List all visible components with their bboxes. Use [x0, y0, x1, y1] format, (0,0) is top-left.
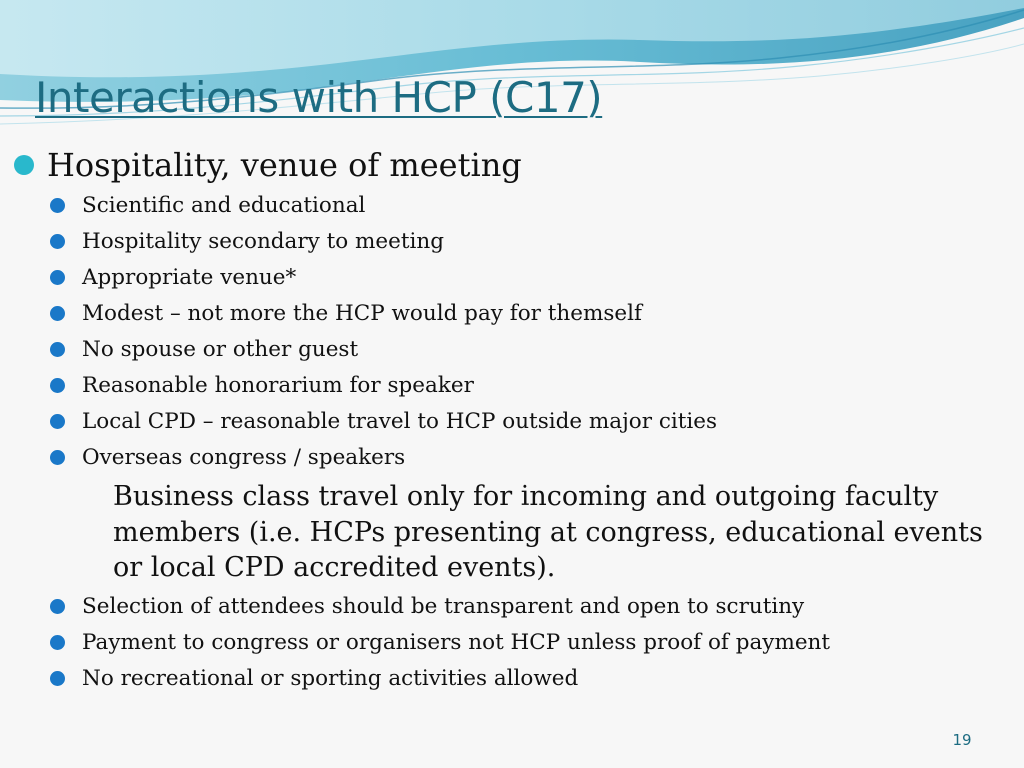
disc-bullet-icon — [14, 155, 34, 175]
disc-bullet-icon — [50, 671, 65, 686]
sub-bullet-item — [0, 589, 1024, 625]
sub-bullet-text: Modest – not more the HCP would pay for themself — [82, 301, 642, 326]
sub-bullet-item — [0, 296, 1024, 332]
slide-title: Interactions with HCP (C17) — [35, 73, 603, 122]
disc-bullet-icon — [50, 198, 65, 213]
sub-bullet-item — [0, 625, 1024, 661]
sub-bullet-text: Selection of attendees should be transparent and open to scrutiny — [82, 593, 805, 619]
slide-content — [0, 143, 1024, 697]
main-bullet-text: Hospitality, venue of meeting — [47, 146, 522, 184]
sub-bullet-text: No recreational or sporting activities allowed — [82, 665, 579, 691]
disc-bullet-icon — [50, 234, 65, 249]
sub-bullet-text: Hospitality secondary to meeting — [82, 229, 445, 254]
sub-bullet-item — [0, 260, 1024, 296]
disc-bullet-icon — [50, 635, 65, 650]
sub-bullet-list — [0, 188, 1024, 697]
disc-bullet-icon — [50, 270, 65, 285]
sub-bullet-text: Scientific and educational — [82, 193, 366, 218]
sub-bullet-item — [0, 224, 1024, 260]
sub-bullet-item — [0, 661, 1024, 697]
disc-bullet-icon — [50, 378, 65, 393]
main-bullet-item — [0, 143, 1024, 187]
sub-bullet-item — [0, 332, 1024, 368]
sub-bullet-text: Appropriate venue* — [82, 265, 297, 290]
page-number: 19 — [952, 731, 972, 749]
sub-bullet-item — [0, 368, 1024, 404]
business-class-note: Business class travel only for incoming and outgoing faculty members (i.e. HCPs presenting at congress, educational events or local CPD accredited events). — [113, 481, 983, 583]
sub-bullet-item — [0, 404, 1024, 440]
sub-bullet-text: Overseas congress / speakers — [82, 445, 406, 470]
disc-bullet-icon — [50, 450, 65, 465]
disc-bullet-icon — [50, 342, 65, 357]
sub-bullet-text: Payment to congress or organisers not HCP unless proof of payment — [82, 629, 831, 655]
sub-bullet-item — [0, 440, 1024, 476]
disc-bullet-icon — [50, 306, 65, 321]
sub-bullet-text: Local CPD – reasonable travel to HCP outside major cities — [82, 409, 718, 434]
disc-bullet-icon — [50, 414, 65, 429]
disc-bullet-icon — [50, 599, 65, 614]
sub-bullet-text: Reasonable honorarium for speaker — [82, 373, 474, 398]
sub-bullet-item — [0, 188, 1024, 224]
sub-bullet-text: No spouse or other guest — [82, 337, 359, 362]
